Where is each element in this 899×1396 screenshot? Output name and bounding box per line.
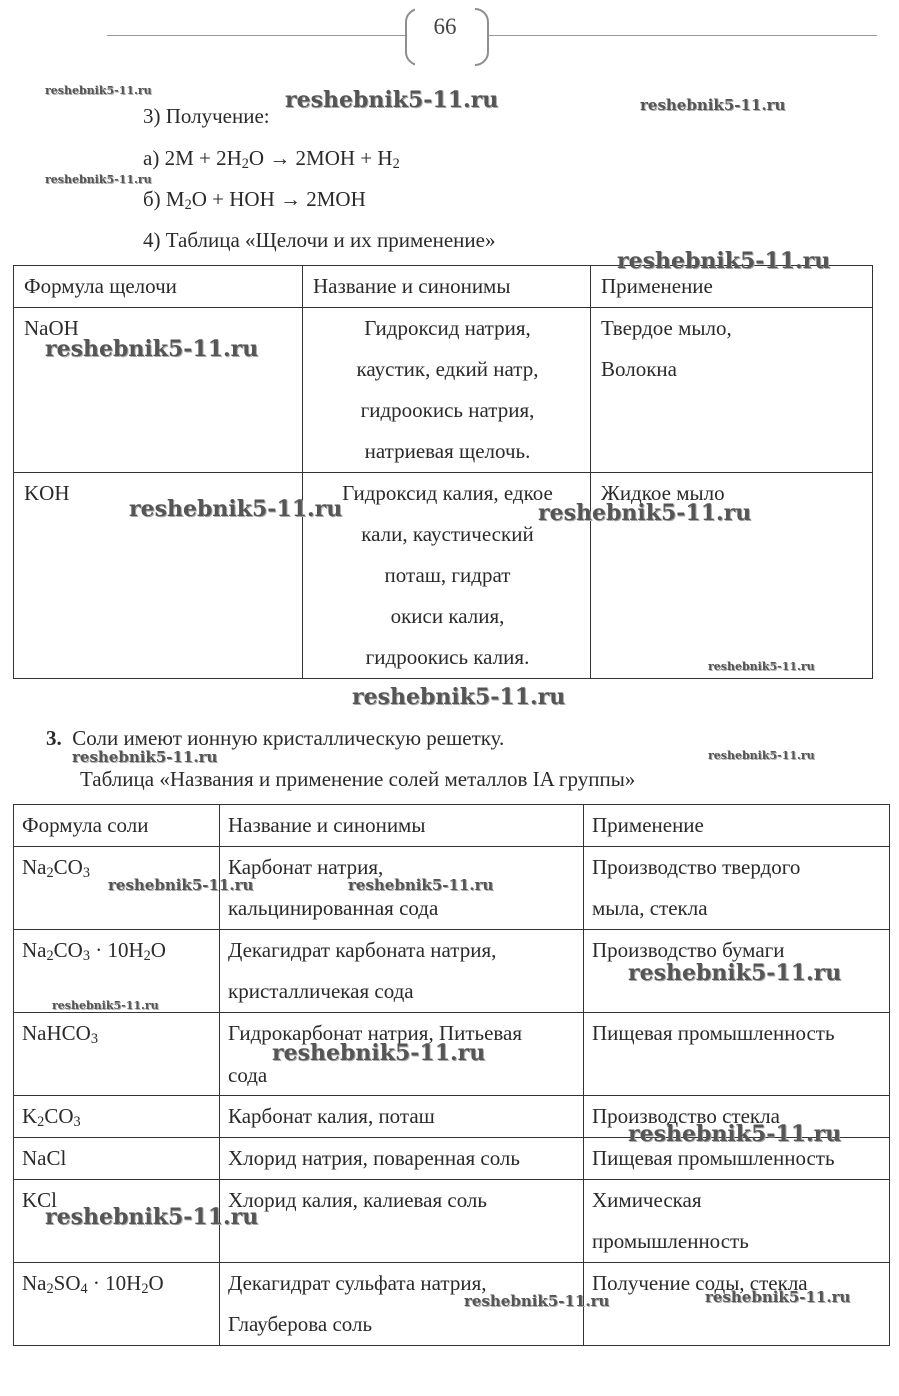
uses-cell: Твердое мыло, Волокна <box>591 308 873 473</box>
names-cell: Карбонат натрия, кальцинированная сода <box>220 847 584 930</box>
watermark: reshebnik5-11.ru <box>45 336 259 362</box>
formula-cell: NaCl <box>14 1138 220 1180</box>
formula-cell: KOH <box>14 473 303 679</box>
names-cell: Хлорид калия, калиевая соль <box>220 1180 584 1263</box>
watermark: reshebnik5-11.ru <box>352 684 566 710</box>
formula-cell: $Na_2SO_4 \cdot 10H_2O$ <box>14 1263 220 1346</box>
header-rule-left <box>107 35 405 36</box>
page-number: 66 <box>433 14 457 39</box>
header-uses: Применение <box>591 266 873 308</box>
header-names: Название и синонимы <box>220 805 584 847</box>
names-cell: Карбонат калия, поташ <box>220 1096 584 1138</box>
item-3-heading: 3) Получение: <box>143 104 270 128</box>
uses-cell: Пищевая промышленность <box>584 1013 890 1096</box>
watermark: reshebnik5-11.ru <box>348 876 494 894</box>
watermark: reshebnik5-11.ru <box>708 660 815 673</box>
formula-cell: NaHCO$_3$ <box>14 1013 220 1096</box>
watermark: reshebnik5-11.ru <box>628 960 842 986</box>
names-cell: Декагидрат сульфата натрия, Глауберова соль <box>220 1263 584 1346</box>
uses-cell: Производство бумаги <box>584 930 890 1013</box>
section-number: 3. <box>46 726 62 750</box>
names-cell: Декагидрат карбоната натрия, кристалличекая сода <box>220 930 584 1013</box>
header-formula: Формула соли <box>14 805 220 847</box>
formula-cell: $Na_2CO_3$ <box>14 847 220 930</box>
watermark: reshebnik5-11.ru <box>129 496 343 522</box>
watermark: reshebnik5-11.ru <box>285 87 499 113</box>
formula-cell: $Na_2CO_3 \cdot 10H_2O$ <box>14 930 220 1013</box>
header-names: Название и синонимы <box>303 266 591 308</box>
reaction-a: а) $2M + 2H_2O \to 2MOH + H_2$ <box>143 146 400 173</box>
uses-cell: Производство твердого мыла, стекла <box>584 847 890 930</box>
item-4-heading: 4) Таблица «Щелочи и их применение» <box>143 228 496 252</box>
table-caption: Таблица «Названия и применение солей металлов IA группы» <box>80 767 636 791</box>
formula-cell: $K_2CO_3$ <box>14 1096 220 1138</box>
names-cell: Гидрокарбонат натрия, Питьевая сода <box>220 1013 584 1096</box>
formula-cell: KCl <box>14 1180 220 1263</box>
uses-cell: Получение соды, стекла <box>584 1263 890 1346</box>
names-cell: Хлорид натрия, поваренная соль <box>220 1138 584 1180</box>
uses-cell: Производство стекла <box>584 1096 890 1138</box>
watermark: reshebnik5-11.ru <box>72 748 218 766</box>
watermark: reshebnik5-11.ru <box>108 876 254 894</box>
reaction-b: б) $M_2O$ + HOH → 2MOH <box>143 187 366 214</box>
watermark: reshebnik5-11.ru <box>272 1040 486 1066</box>
watermark: reshebnik5-11.ru <box>45 173 152 186</box>
watermark: reshebnik5-11.ru <box>45 84 152 97</box>
alkali-table <box>13 265 873 679</box>
watermark: reshebnik5-11.ru <box>628 1121 842 1147</box>
watermark: reshebnik5-11.ru <box>640 96 786 114</box>
watermark: reshebnik5-11.ru <box>45 1204 259 1230</box>
names-cell: Гидроксид калия, едкое кали, каустический поташ, гидрат окиси калия, гидроокись калия. <box>303 473 591 679</box>
names-cell: Гидроксид натрия, каустик, едкий натр, гидроокись натрия, натриевая щелочь. <box>303 308 591 473</box>
watermark: reshebnik5-11.ru <box>617 248 831 274</box>
watermark: reshebnik5-11.ru <box>705 1288 851 1306</box>
table-row <box>14 308 873 473</box>
formula-cell: NaOH <box>14 308 303 473</box>
watermark: reshebnik5-11.ru <box>538 500 752 526</box>
watermark: reshebnik5-11.ru <box>708 749 815 762</box>
uses-cell: Жидкое мыло <box>591 473 873 679</box>
uses-cell: Пищевая промышленность <box>584 1138 890 1180</box>
section-3-paragraph: 3. Соли имеют ионную кристаллическую решетку. <box>46 726 505 750</box>
header-uses: Применение <box>584 805 890 847</box>
watermark: reshebnik5-11.ru <box>464 1292 610 1310</box>
table-header-row <box>14 805 890 847</box>
uses-cell: Химическая промышленность <box>584 1180 890 1263</box>
watermark: reshebnik5-11.ru <box>52 999 159 1012</box>
header-formula: Формула щелочи <box>14 266 303 308</box>
header-rule-right <box>485 35 877 36</box>
